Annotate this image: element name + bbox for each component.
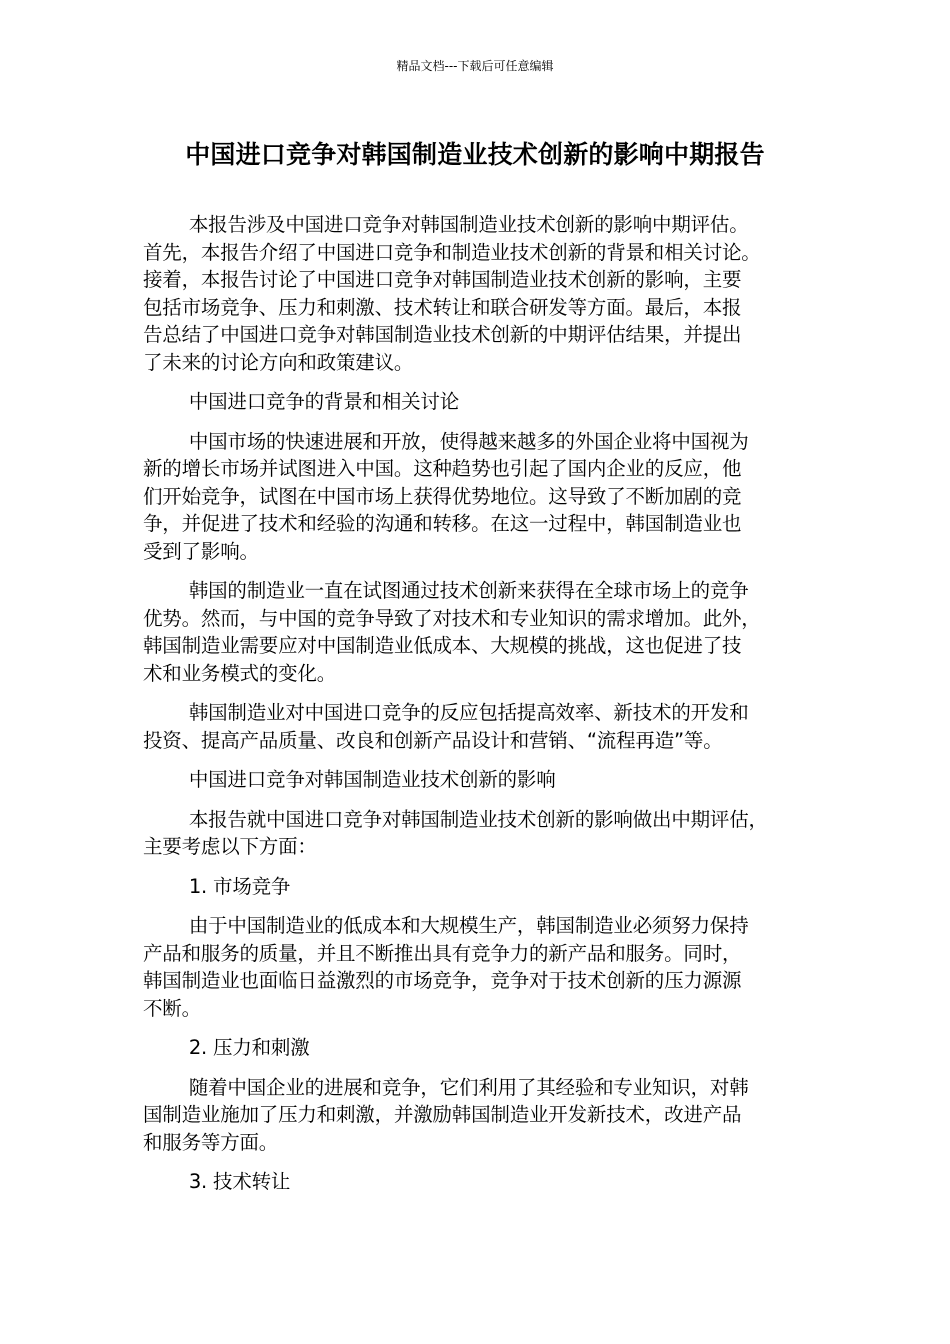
- paragraph-pressure-stimulus: 随着中国企业的进展和竞争，它们利用了其经验和专业知识，对韩 国制造业施加了压力和刺激，并激励韩国制造业开发新技术，改进产品 和服务等方面。: [143, 1075, 749, 1154]
- list-heading-technology-transfer: 3. 技术转让: [188, 1170, 291, 1193]
- paragraph-korea-manufacturing: 韩国的制造业一直在试图通过技术创新来获得在全球市场上的竞争 优势。然而，与中国的竞争导致了对技术和专业知识的需求增加。此外， 韩国制造业需要应对中国制造业低成本、大规模的挑战，这也促进了技 术和业务模式的变化。: [143, 579, 761, 685]
- paragraph-evaluation-intro: 本报告就中国进口竞争对韩国制造业技术创新的影响做出中期评估， 主要考虑以下方面：: [143, 807, 768, 858]
- document-body: [143, 211, 807, 1196]
- section-heading-impact: 中国进口竞争对韩国制造业技术创新的影响: [188, 768, 556, 791]
- paragraph-market-competition: 由于中国制造业的低成本和大规模生产，韩国制造业必须努力保持 产品和服务的质量，并且不断推出具有竞争力的新产品和服务。同时， 韩国制造业也面临日益激烈的市场竞争，竞争对于技术创新的压力源源 不断。: [143, 914, 749, 1020]
- header-note: 精品文档---下载后可任意编辑: [396, 59, 554, 73]
- paragraph-china-market: 中国市场的快速进展和开放，使得越来越多的外国企业将中国视为 新的增长市场并试图进入中国。这种趋势也引起了国内企业的反应，他 们开始竞争，试图在中国市场上获得优势地位。这导致了不断加剧的竞 争，并促进了技术和经验的沟通和转移。在这一过程中，韩国制造业也 受到了影响。: [143, 429, 749, 563]
- list-heading-market-competition: 1. 市场竞争: [188, 874, 291, 898]
- list-heading-pressure-stimulus: 2. 压力和刺激: [188, 1036, 310, 1059]
- document-title: 中国进口竞争对韩国制造业技术创新的影响中期报告: [185, 140, 765, 169]
- section-heading-background: 中国进口竞争的背景和相关讨论: [188, 390, 460, 413]
- paragraph-intro: 本报告涉及中国进口竞争对韩国制造业技术创新的影响中期评估。 首先，本报告介绍了中国进口竞争和制造业技术创新的背景和相关讨论。 接着，本报告讨论了中国进口竞争对韩国制造业技术创新的影响，主要 包括市场竞争、压力和刺激、技术转让和联合研发等方面。最后，本报 告总结了中国进口竞争对韩国制造业技术创新的中期评估结果，并提出 了未来的讨论方向和政策建议。: [143, 213, 761, 374]
- paragraph-korea-response: 韩国制造业对中国进口竞争的反应包括提高效率、新技术的开发和 投资、提高产品质量、改良和创新产品设计和营销、“流程再造”等。: [143, 701, 749, 752]
